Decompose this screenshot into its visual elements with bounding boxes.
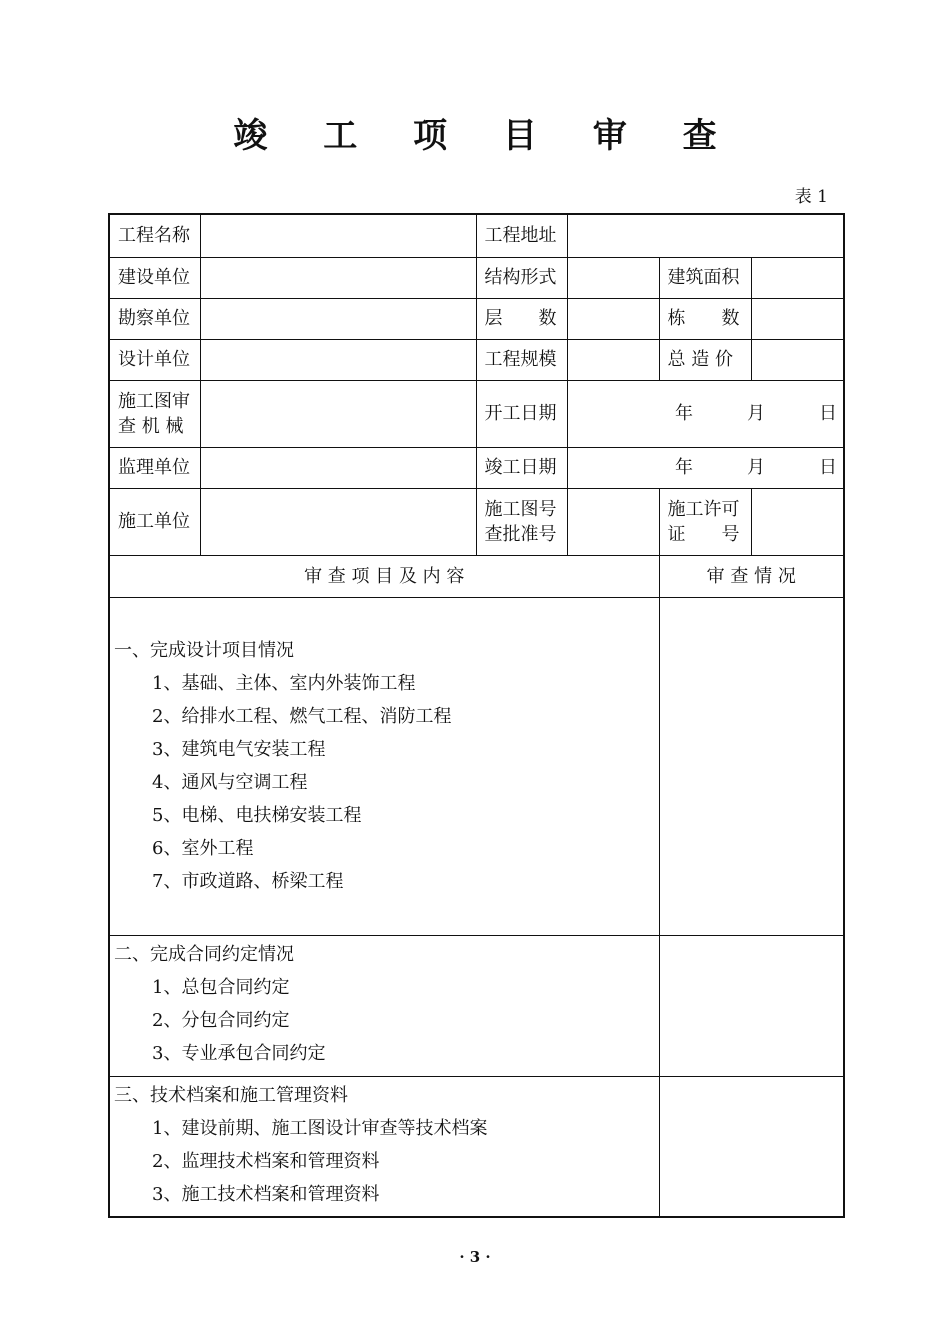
list-item: 1、基础、主体、室内外装饰工程 <box>152 672 416 694</box>
label-drawing-no-line1: 施工图号 <box>484 498 557 520</box>
label-permit-line2: 证 号 <box>667 523 740 545</box>
list-item: 1、建设前期、施工图设计审查等技术档案 <box>152 1117 488 1139</box>
label-drawing-review <box>109 380 200 447</box>
row-section-1 <box>109 597 844 935</box>
list-item: 2、给排水工程、燃气工程、消防工程 <box>152 705 452 727</box>
list-item: 5、电梯、电扶梯安装工程 <box>152 804 362 826</box>
section-3-content <box>109 1076 659 1217</box>
list-item: 4、通风与空调工程 <box>152 771 308 793</box>
label-scale: 工程规模 <box>476 339 567 380</box>
review-form-table <box>108 213 845 1218</box>
label-drawing-review-line1: 施工图审 <box>118 390 190 412</box>
row-drawing-review <box>109 380 844 447</box>
field-drawing-review[interactable] <box>200 380 476 447</box>
row-design <box>109 339 844 380</box>
row-supervision <box>109 447 844 488</box>
page-title: 竣 工 项 目 审 查 <box>233 116 739 156</box>
field-project-name[interactable] <box>200 214 476 257</box>
field-design[interactable] <box>200 339 476 380</box>
list-item: 2、监理技术档案和管理资料 <box>152 1150 380 1172</box>
row-survey <box>109 298 844 339</box>
field-supervision[interactable] <box>200 447 476 488</box>
field-floors[interactable] <box>567 298 659 339</box>
label-permit <box>659 488 751 555</box>
field-completion-date[interactable]: 年 月 日 <box>567 447 844 488</box>
label-area: 建筑面积 <box>659 257 751 298</box>
field-project-address[interactable] <box>567 214 844 257</box>
header-review-status: 审 查 情 况 <box>659 555 844 597</box>
list-item: 1、总包合同约定 <box>152 976 290 998</box>
label-builder: 建设单位 <box>109 257 200 298</box>
row-project-name <box>109 214 844 257</box>
field-permit[interactable] <box>751 488 844 555</box>
label-design: 设计单位 <box>109 339 200 380</box>
section-2-status-field[interactable] <box>659 935 844 1076</box>
section-3-status-field[interactable] <box>659 1076 844 1217</box>
label-drawing-no <box>476 488 567 555</box>
field-structure[interactable] <box>567 257 659 298</box>
field-total-cost[interactable] <box>751 339 844 380</box>
page-number: · 3 · <box>459 1248 491 1266</box>
field-start-date[interactable]: 年 月 日 <box>567 380 844 447</box>
section-2-content <box>109 935 659 1076</box>
row-builder <box>109 257 844 298</box>
label-drawing-no-line2: 查批准号 <box>484 523 557 545</box>
label-total-cost: 总 造 价 <box>659 339 751 380</box>
field-drawing-no[interactable] <box>567 488 659 555</box>
row-section-3 <box>109 1076 844 1217</box>
label-project-address: 工程地址 <box>476 214 567 257</box>
list-item: 3、专业承包合同约定 <box>152 1042 326 1064</box>
list-item: 2、分包合同约定 <box>152 1009 290 1031</box>
label-buildings: 栋 数 <box>659 298 751 339</box>
list-item: 3、建筑电气安装工程 <box>152 738 326 760</box>
list-item: 7、市政道路、桥梁工程 <box>152 870 344 892</box>
label-floors: 层 数 <box>476 298 567 339</box>
label-project-name: 工程名称 <box>109 214 200 257</box>
field-scale[interactable] <box>567 339 659 380</box>
header-review-content: 审 查 项 目 及 内 容 <box>109 555 659 597</box>
field-builder[interactable] <box>200 257 476 298</box>
field-area[interactable] <box>751 257 844 298</box>
label-construction: 施工单位 <box>109 488 200 555</box>
label-permit-line1: 施工许可 <box>667 498 740 520</box>
section-heading: 三、技术档案和施工管理资料 <box>114 1084 348 1106</box>
label-supervision: 监理单位 <box>109 447 200 488</box>
row-review-header <box>109 555 844 597</box>
field-construction[interactable] <box>200 488 476 555</box>
section-1-status-field[interactable] <box>659 597 844 935</box>
list-item: 3、施工技术档案和管理资料 <box>152 1183 380 1205</box>
row-section-2 <box>109 935 844 1076</box>
list-item: 6、室外工程 <box>152 837 254 859</box>
row-construction <box>109 488 844 555</box>
label-survey: 勘察单位 <box>109 298 200 339</box>
label-structure: 结构形式 <box>476 257 567 298</box>
section-heading: 一、完成设计项目情况 <box>114 639 294 661</box>
section-1-content <box>109 597 659 935</box>
section-heading: 二、完成合同约定情况 <box>114 943 294 965</box>
label-completion-date: 竣工日期 <box>476 447 567 488</box>
field-buildings[interactable] <box>751 298 844 339</box>
table-number: 表 1 <box>794 187 828 207</box>
label-drawing-review-line2: 查 机 械 <box>118 415 184 437</box>
field-survey[interactable] <box>200 298 476 339</box>
label-start-date: 开工日期 <box>476 380 567 447</box>
